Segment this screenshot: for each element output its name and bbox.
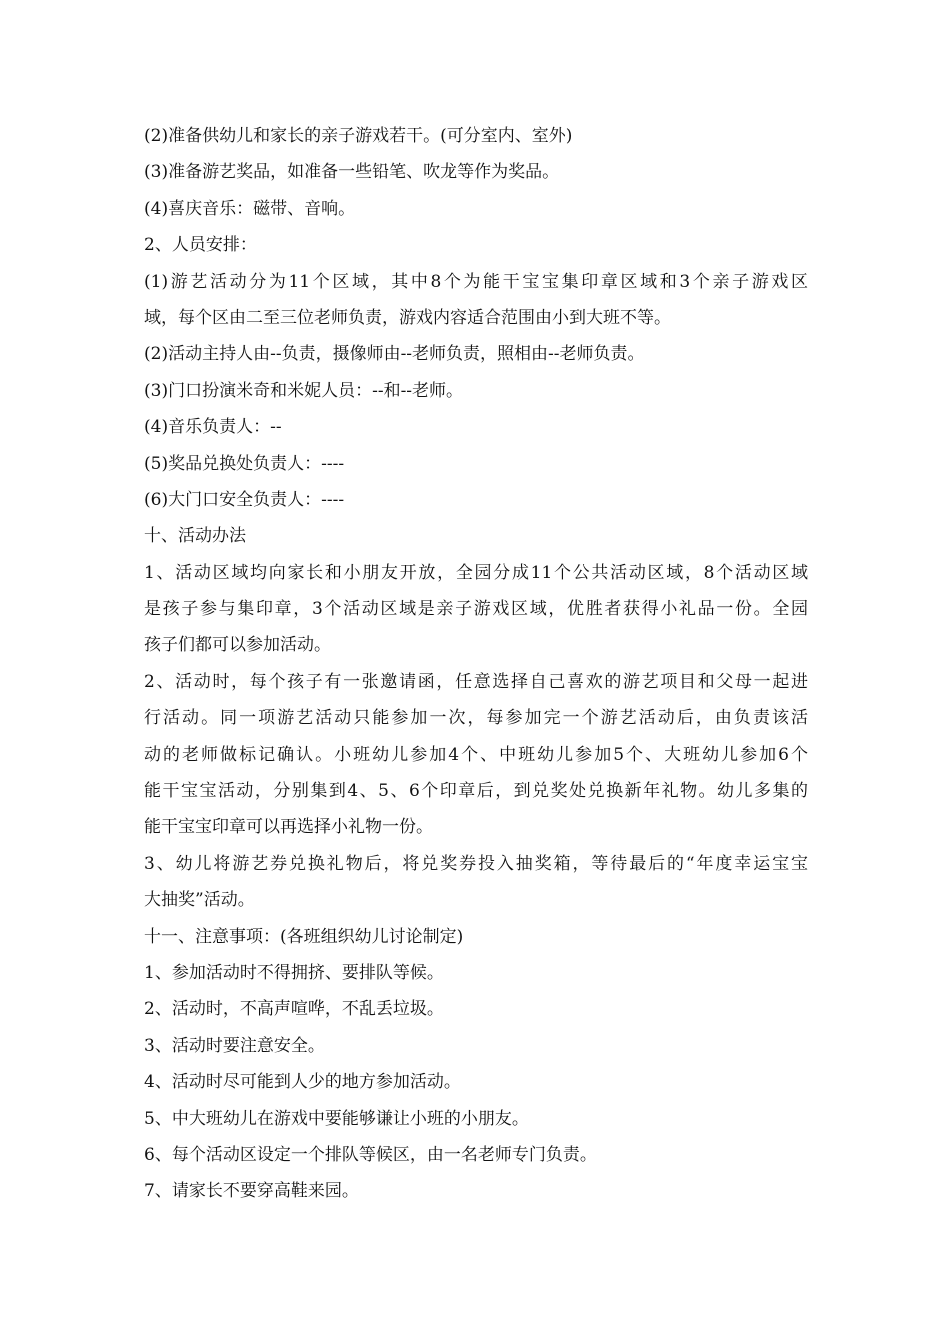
- list-item: 3、活动时要注意安全。: [144, 1035, 325, 1056]
- text-line: (3)门口扮演米奇和米妮人员：--和--老师。: [144, 380, 464, 401]
- text-line: (4)音乐负责人：--: [144, 417, 282, 438]
- text-line: 1、活动区域均向家长和小朋友开放，全园分成11个公共活动区域，8个活动区域: [144, 562, 808, 583]
- text-line: 大抽奖”活动。: [144, 890, 255, 911]
- text-line: 2、活动时，每个孩子有一张邀请函，任意选择自己喜欢的游艺项目和父母一起进: [144, 671, 808, 692]
- text-line: (5)奖品兑换处负责人：----: [144, 453, 345, 474]
- text-line: 动的老师做标记确认。小班幼儿参加4个、中班幼儿参加5个、大班幼儿参加6个: [144, 744, 808, 765]
- list-item: 1、参加活动时不得拥挤、要排队等候。: [144, 962, 444, 983]
- text-line: (6)大门口安全负责人：----: [144, 489, 345, 510]
- text-line: 域，每个区由二至三位老师负责，游戏内容适合范围由小到大班不等。: [144, 307, 671, 328]
- text-line: (4)喜庆音乐：磁带、音响。: [144, 198, 356, 219]
- section-heading: 十一、注意事项：(各班组织幼儿讨论制定): [144, 926, 464, 947]
- text-line: (1)游艺活动分为11个区域，其中8个为能干宝宝集印章区域和3个亲子游戏区: [144, 271, 808, 292]
- text-line: 3、幼儿将游艺券兑换礼物后，将兑奖券投入抽奖箱，等待最后的“年度幸运宝宝: [144, 853, 808, 874]
- document-body: [144, 118, 808, 1210]
- list-item: 6、每个活动区设定一个排队等候区，由一名老师专门负责。: [144, 1144, 597, 1165]
- list-item: 2、活动时，不高声喧哗，不乱丢垃圾。: [144, 999, 444, 1020]
- list-item: 7、请家长不要穿高鞋来园。: [144, 1181, 359, 1202]
- list-item: 4、活动时尽可能到人少的地方参加活动。: [144, 1072, 461, 1093]
- text-line: 行活动。同一项游艺活动只能参加一次，每参加完一个游艺活动后，由负责该活: [144, 708, 808, 729]
- text-line: 能干宝宝活动，分别集到4、5、6个印章后，到兑奖处兑换新年礼物。幼儿多集的: [144, 781, 808, 802]
- text-line: 能干宝宝印章可以再选择小礼物一份。: [144, 817, 433, 838]
- text-line: (3)准备游艺奖品，如准备一些铅笔、吹龙等作为奖品。: [144, 162, 560, 183]
- section-heading: 十、活动办法: [144, 526, 246, 547]
- text-line: 孩子们都可以参加活动。: [144, 635, 331, 656]
- text-line: (2)准备供幼儿和家长的亲子游戏若干。(可分室内、室外): [144, 126, 573, 146]
- section-heading: 2、人员安排：: [144, 235, 257, 256]
- list-item: 5、中大班幼儿在游戏中要能够谦让小班的小朋友。: [144, 1108, 529, 1129]
- text-line: 是孩子参与集印章，3个活动区域是亲子游戏区域，优胜者获得小礼品一份。全园: [144, 599, 808, 620]
- text-line: (2)活动主持人由--负责，摄像师由--老师负责，照相由--老师负责。: [144, 344, 645, 365]
